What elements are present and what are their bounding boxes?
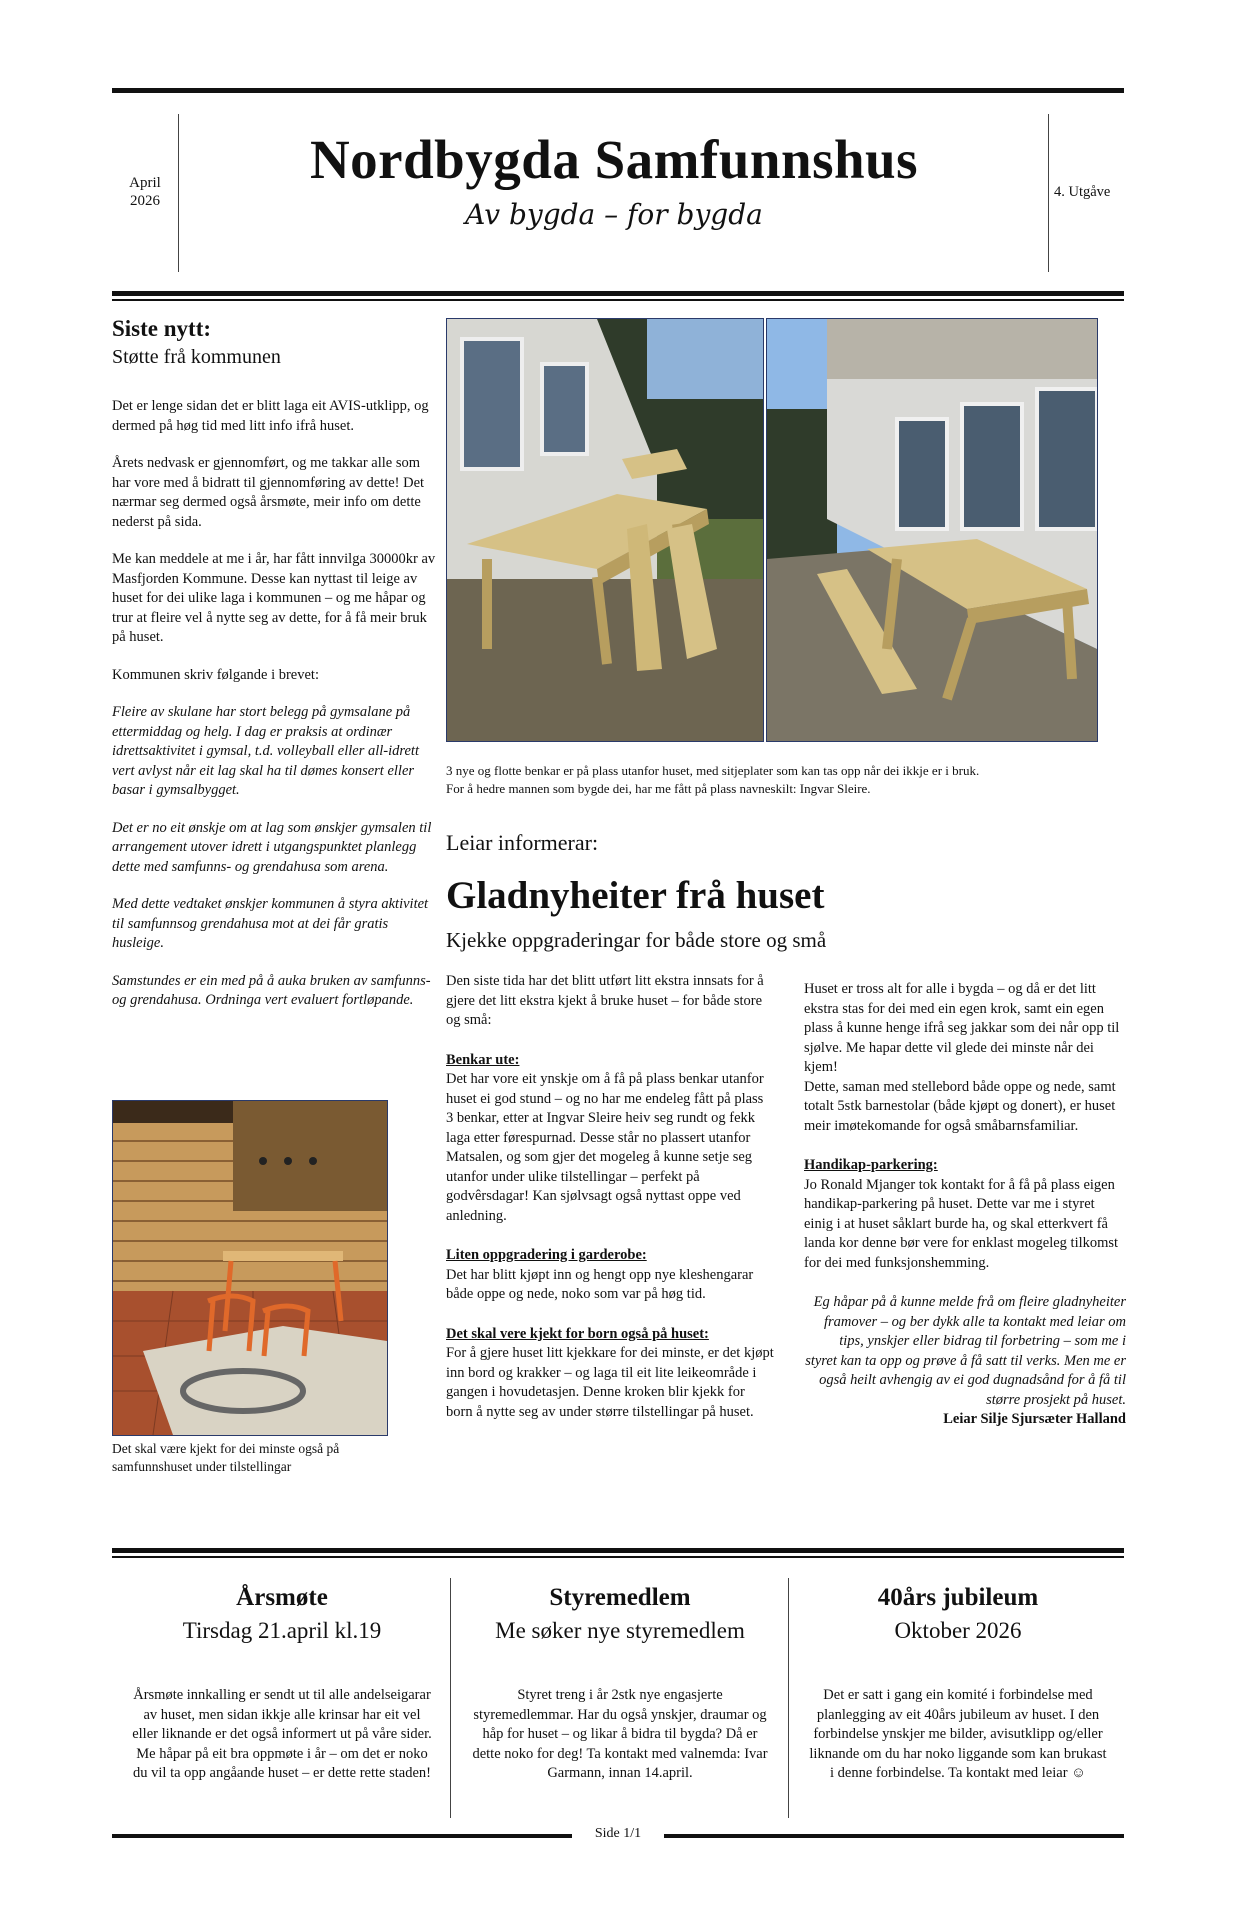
- bench-photo-2: [766, 318, 1098, 742]
- article-right-intro-2: Dette, saman med stellebord både oppe og nede, samt totalt 5stk barnestolar (både kjøpt og donert), er huset meir imøtekomande for også småbarnsfamiliar.: [804, 1078, 1116, 1134]
- board-member-subtitle: Me søker nye styremedlem: [495, 1618, 745, 1643]
- section-text-born: For å gjere huset litt kjekkare for dei minste, er det kjøpt inn bord og krakker – og laga til eit lite leikeområde i gangen i hovudetasjen. Denne kroken blir kjekk for born å nytte seg av under større tilstellingar på huset.: [446, 1345, 774, 1420]
- article-right-intro: Huset er tross alt for alle i bygda – og då er det litt ekstra stas for dei med ein egen krok, samt ein egen plass å kunne henge ifrå seg jakkar som dei når opp til sjølve. Me hapar dette vil glede dei minste når dei kjem!: [804, 981, 1120, 1075]
- article-kicker: Leiar informerar:: [446, 830, 599, 855]
- left-quote: Fleire av skulane har stort belegg på gymsalane på ettermiddag og helg. I dag er praksis at ordinær idrettsaktivitet i gymsal, t.d. volleyball eller all-idrett vert avlyst når eit lag skal ha til dømes konsert eller basar i gymsalbygget.: [112, 704, 419, 798]
- bench-photo-1: [446, 318, 764, 742]
- page-number: Side 1/1: [594, 1826, 642, 1841]
- page-title: Nordbygda Samfunnshus: [309, 129, 919, 190]
- masthead-rule-thin: [112, 299, 1124, 301]
- masthead-rule-thick: [112, 291, 1124, 296]
- board-member-text: Styret treng i år 2stk nye engasjerte styremedlemmar. Har du også ynskjer, draumar og håp for huset – og likar å bidra til bygda? Då er dette noko for deg! Ta kontakt med valnemda: Ivar Garmann, innan 14.april.: [472, 1687, 768, 1781]
- section-title-garderobe: Liten oppgradering i garderobe:: [446, 1247, 647, 1263]
- left-subheading: Støtte frå kommunen: [112, 346, 281, 368]
- top-rule: [112, 88, 1124, 93]
- board-member-block: [470, 1584, 770, 1784]
- footer-rule-right: [664, 1834, 1124, 1838]
- article-headline: Gladnyheiter frå huset: [446, 874, 825, 917]
- bench-caption-line-1: 3 nye og flotte benkar er på plass utanfor huset, med sitjeplater som kan tas opp når dei ikkje er i bruk.: [446, 763, 980, 778]
- bench-illustration-2: [767, 319, 1097, 741]
- issue-date: [116, 174, 174, 210]
- section-text-handikap: Jo Ronald Mjanger tok kontakt for å få på plass eigen handikap-parkering på huset. Dette var me i styret einig i at huset såklart burde ha, og skal etterkvert få landa kor denne bør vere for enklast mogeleg tilkomst for dei med funksjonshemming.: [804, 1176, 1119, 1271]
- jubilee-text: Det er satt i gang ein komité i forbindelse med planlegging av eit 40års jubileum av huset. I den forbindelse ynskjer me bilder, avisutklipp og/eller liknande om du har noko liggande som kan brukast i denne forbindelse. Ta kontakt med leiar ☺: [809, 1687, 1107, 1781]
- playroom-illustration: [113, 1101, 387, 1435]
- left-quote: Det er no eit ønskje om at lag som ønskjer gymsalen til arrangement utover idrett i utgangspunktet planlegg dette med samfunns- og grendahusa som arena.: [112, 819, 432, 875]
- bench-caption-line-2: For å hedre mannen som bygde dei, har me fått på plass navneskilt: Ingvar Sleire.: [446, 781, 871, 796]
- jubilee-title: 40års jubileum: [877, 1584, 1039, 1611]
- masthead-divider-left: [178, 114, 179, 272]
- tagline: Av bygda – for bygda: [465, 198, 763, 231]
- bench-illustration-1: [447, 319, 763, 741]
- left-paragraph: Kommunen skriv følgande i brevet:: [112, 666, 319, 683]
- footer-rule-left: [112, 1834, 572, 1838]
- left-paragraph: Det er lenge sidan det er blitt laga eit AVIS-utklipp, og dermed på høg tid med litt info ifrå huset.: [112, 398, 429, 434]
- annual-meeting-subtitle: Tirsdag 21.april kl.19: [182, 1618, 382, 1643]
- jubilee-subtitle: Oktober 2026: [894, 1618, 1022, 1643]
- issue-month: April: [129, 175, 161, 191]
- section-title-born: Det skal vere kjekt for born også på huset:: [446, 1325, 709, 1342]
- jubilee-block: [808, 1584, 1108, 1784]
- left-column: [112, 316, 440, 1011]
- edition-label: 4. Utgåve: [1054, 184, 1111, 200]
- article-column-right: [804, 980, 1126, 1430]
- section-text-garderobe: Det har blitt kjøpt inn og hengt opp nye kleshengarar både oppe og nede, noko som var på høg tid.: [446, 1266, 754, 1302]
- article-deck: Kjekke oppgraderingar for både store og små: [446, 928, 827, 952]
- bottom-divider-1: [450, 1578, 451, 1818]
- article-intro: Den siste tida har det blitt utført litt ekstra innsats for å gjere det litt ekstra kjekt å bruke huset – for både store og små:: [446, 973, 764, 1028]
- left-quote: Samstundes er ein med på å auka bruken av samfunns- og grendahusa. Ordninga vert evaluert fortløpande.: [112, 972, 431, 1008]
- section-text-benkar: Det har vore eit ynskje om å få på plass benkar utanfor huset ei god stund – og no har me endeleg fått på plass 3 benkar, etter at Ingvar Sleire heiv seg rundt og fekk laga etter førespurnad. Desse står no plassert utanfor Matsalen, og som gjer det mogeleg å kunne setje seg utanfor under ulike tilstellingar – perfekt på godvêrsdagar! Kan sjølvsagt også nyttast oppe ved anledning.: [446, 1071, 764, 1224]
- playroom-caption: Det skal være kjekt for dei minste også på samfunnshuset under tilstellingar: [112, 1441, 340, 1474]
- bottom-divider-2: [788, 1578, 789, 1818]
- board-member-title: Styremedlem: [549, 1584, 691, 1611]
- bottom-rule-thick: [112, 1548, 1124, 1553]
- article-closing: Eg håpar på å kunne melde frå om fleire gladnyheiter framover – og ber dykk alle ta kontakt med leiar om tips, ynskjer eller bidrag til forbetring – som me i styret kan ta opp og prøve å få satt til verks. Men me er også heilt avhengig av ei god dugnadsånd for å få til større prosjekt på huset.: [805, 1294, 1126, 1408]
- left-paragraph: Årets nedvask er gjennomført, og me takkar alle som har vore med å bidratt til gjennomføring av dette! Det nærmar seg dermed også årsmøte, meir info om dette nederst på sida.: [112, 455, 425, 530]
- bench-caption: [446, 762, 1096, 798]
- annual-meeting-text: Årsmøte innkalling er sendt ut til alle andelseigarar av huset, men sidan ikkje alle krinsar har eit vel eller liknande er det også informert ut på våre sider. Me håpar på eit bra oppmøte i år – om det er noko du vil ta opp angåande huset – er dette rette staden!: [132, 1687, 432, 1781]
- left-paragraph: Me kan meddele at me i år, har fått innvilga 30000kr av Masfjorden Kommune. Desse kan nyttast til leige av huset for dei ulike laga i kommunen – og me håpar og trur at fleire vel å nytte seg av dette, for å få meir bruk på huset.: [112, 551, 436, 645]
- bottom-rule-thin: [112, 1556, 1124, 1558]
- left-heading: Siste nytt:: [112, 316, 212, 341]
- left-quote: Med dette vedtaket ønskjer kommunen å styra aktivitet til samfunnsog grendahusa mot at dei får gratis husleige.: [112, 896, 429, 951]
- article-signature: Leiar Silje Sjursæter Halland: [943, 1411, 1126, 1427]
- annual-meeting-title: Årsmøte: [236, 1584, 328, 1611]
- masthead-divider-right: [1048, 114, 1049, 272]
- section-title-handikap: Handikap-parkering:: [804, 1157, 938, 1173]
- issue-year: 2026: [130, 193, 160, 209]
- article-column-left: [446, 972, 774, 1422]
- playroom-photo: [112, 1100, 388, 1436]
- annual-meeting-block: [132, 1584, 432, 1784]
- section-title-benkar: Benkar ute:: [446, 1051, 520, 1068]
